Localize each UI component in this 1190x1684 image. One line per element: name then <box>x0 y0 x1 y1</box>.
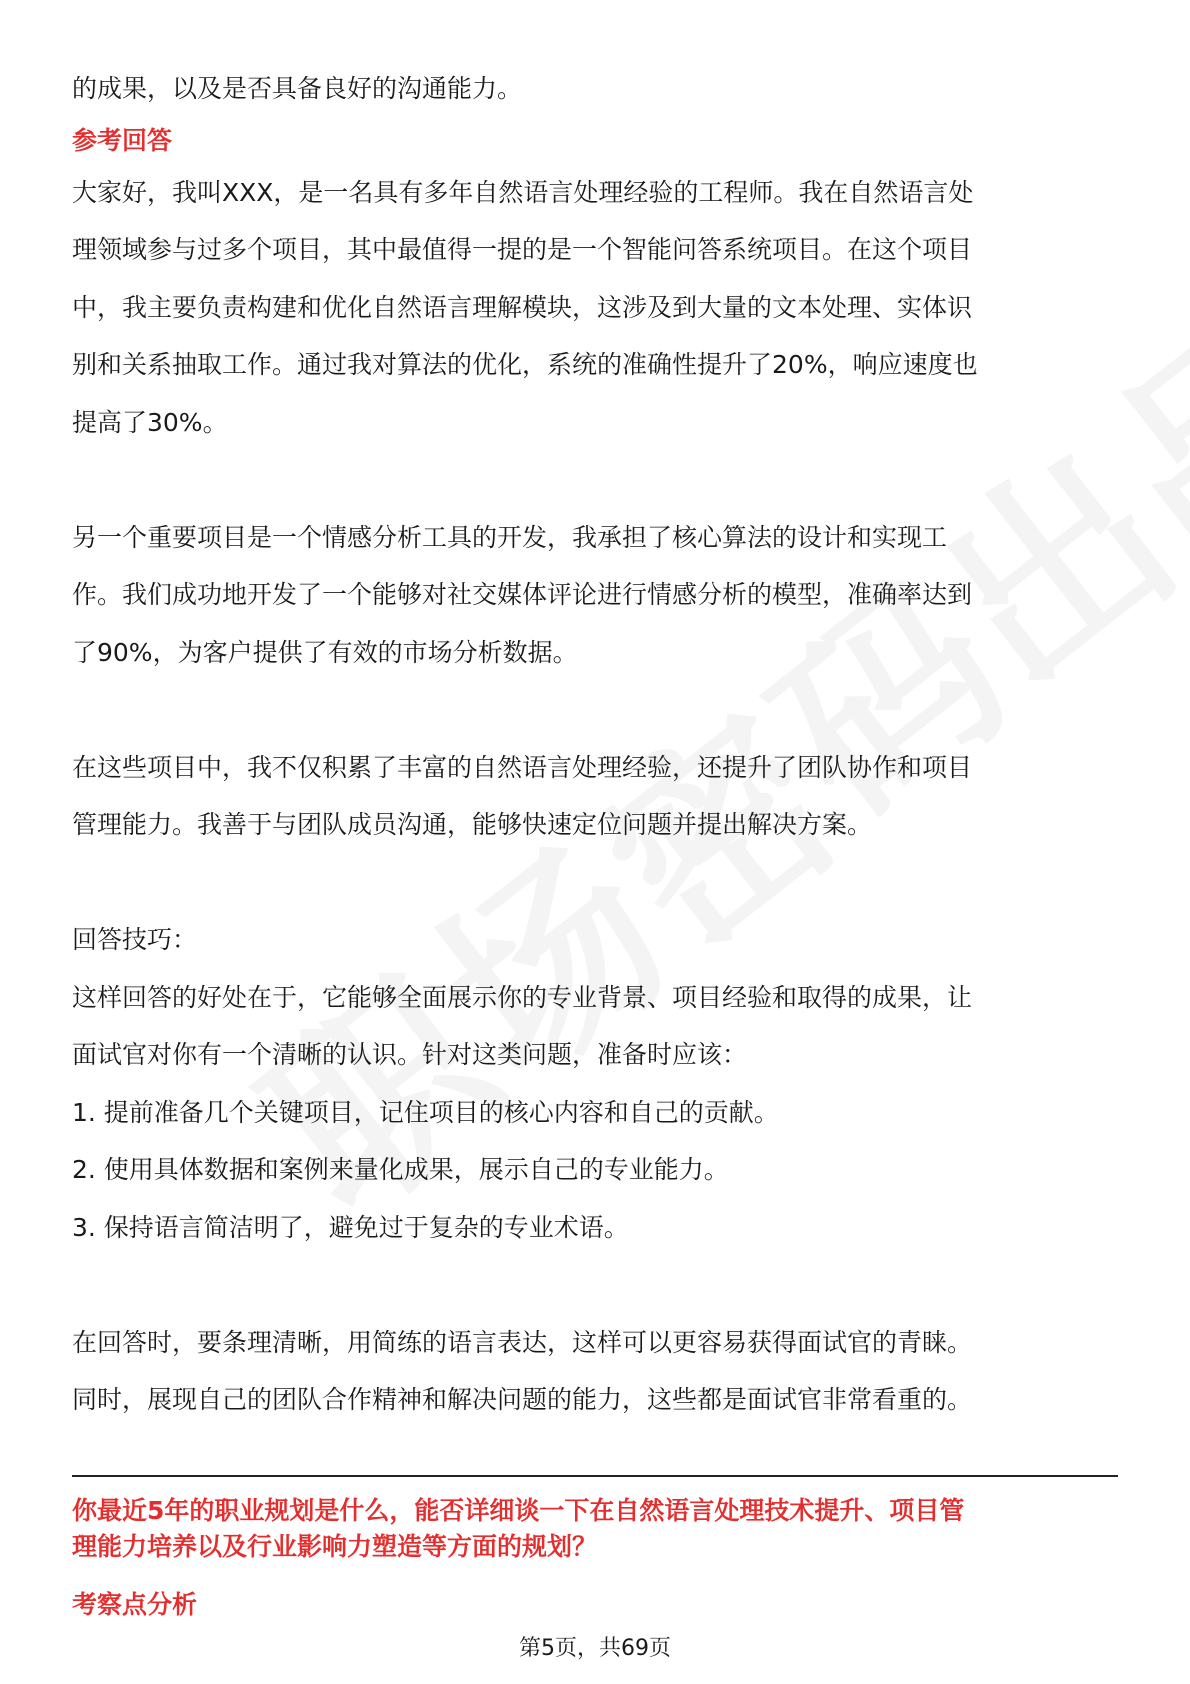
answer-paragraph-1 <box>72 164 1118 452</box>
question-line: 理能力培养以及行业影响力塑造等方面的规划？ <box>72 1532 598 1561</box>
next-question <box>72 1493 1132 1565</box>
text-line: 管理能力。我善于与团队成员沟通，能够快速定位问题并提出解决方案。 <box>72 810 873 839</box>
text-line: 理领域参与过多个项目，其中最值得一提的是一个智能问答系统项目。在这个项目 <box>72 235 973 264</box>
closing-paragraph <box>72 1314 1118 1429</box>
text-line: 另一个重要项目是一个情感分析工具的开发，我承担了核心算法的设计和实现工 <box>72 522 948 552</box>
page-content <box>72 60 1118 1429</box>
answer-paragraph-3 <box>72 739 1118 854</box>
answer-heading: 参考回答 <box>72 125 173 155</box>
intro-line: 的成果，以及是否具备良好的沟通能力。 <box>72 74 523 103</box>
analysis-heading: 考察点分析 <box>72 1590 198 1619</box>
text-line: 中，我主要负责构建和优化自然语言理解模块，这涉及到大量的文本处理、实体识 <box>72 292 973 322</box>
tips-heading: 回答技巧： <box>72 925 198 954</box>
list-item: 2. 使用具体数据和案例来量化成果，展示自己的专业能力。 <box>72 1155 729 1184</box>
text-line: 同时，展现自己的团队合作精神和解决问题的能力，这些都是面试官非常看重的。 <box>72 1385 973 1414</box>
paragraph-gap <box>72 451 1118 509</box>
list-item: 3. 保持语言简洁明了，避免过于复杂的专业术语。 <box>72 1212 629 1242</box>
paragraph-gap <box>72 681 1118 739</box>
text-line: 在回答时，要条理清晰，用简练的语言表达，这样可以更容易获得面试官的青睐。 <box>72 1327 973 1357</box>
text-line: 大家好，我叫XXX，是一名具有多年自然语言处理经验的工程师。我在自然语言处 <box>72 177 974 207</box>
text-line: 作。我们成功地开发了一个能够对社交媒体评论进行情感分析的模型，准确率达到 <box>72 580 973 609</box>
text-line: 这样回答的好处在于，它能够全面展示你的专业背景、项目经验和取得的成果，让 <box>72 982 973 1012</box>
answer-paragraph-2 <box>72 509 1118 682</box>
tips-intro <box>72 969 1118 1084</box>
paragraph-gap <box>72 854 1118 912</box>
text-line: 了90%，为客户提供了有效的市场分析数据。 <box>72 637 578 667</box>
text-line: 面试官对你有一个清晰的认识。针对这类问题，准备时应该： <box>72 1040 748 1069</box>
text-line: 提高了30%。 <box>72 407 228 437</box>
section-divider <box>72 1475 1118 1477</box>
list-item: 1. 提前准备几个关键项目，记住项目的核心内容和自己的贡献。 <box>72 1097 779 1127</box>
page-number: 第5页，共69页 <box>519 1636 671 1661</box>
question-line: 你最近5年的职业规划是什么，能否详细谈一下在自然语言处理技术提升、项目管 <box>72 1496 965 1525</box>
paragraph-gap <box>72 1256 1118 1314</box>
text-line: 在这些项目中，我不仅积累了丰富的自然语言处理经验，还提升了团队协作和项目 <box>72 752 973 782</box>
text-line: 别和关系抽取工作。通过我对算法的优化，系统的准确性提升了20%，响应速度也 <box>72 350 978 379</box>
tips-list <box>72 1084 1118 1257</box>
